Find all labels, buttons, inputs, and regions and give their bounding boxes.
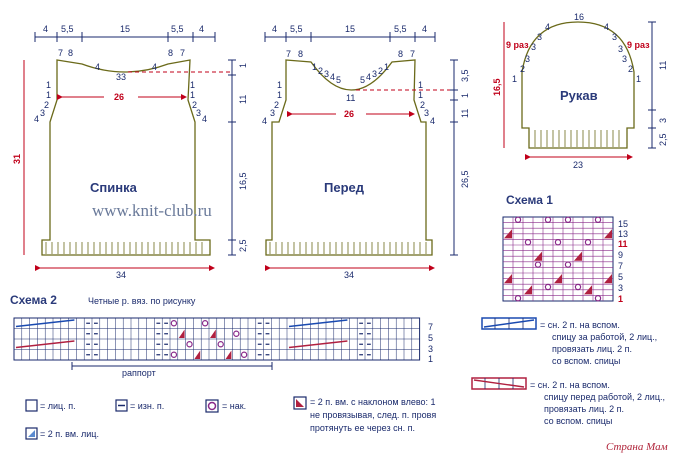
sleeve-left-count-3: 3 [525,54,531,64]
legend-purl: = изн. п. [130,401,165,411]
front-neck-count-1: 1 [312,62,318,72]
scheme1-row-7: 7 [618,261,624,271]
sleeve-right-count-4: 3 [618,44,624,54]
back-right-count-4: 3 [196,108,202,118]
front-right-count-5: 4 [430,116,436,126]
sleeve-ribbing [535,130,619,147]
scheme2-title: Схема 2 [10,293,57,307]
front-width-4: 5,5 [394,24,407,34]
back-piece [12,24,248,280]
scheme1-title: Схема 1 [506,193,553,207]
front-neck-count-9: 2 [378,66,384,76]
back-right-count-7: 7 [180,48,186,58]
front-left-count-4: 3 [270,108,276,118]
front-height-1: 3,5 [460,69,470,82]
legend-cable-right-1: = сн. 2 п. на вспом. [530,380,610,390]
sleeve-right-count-2: 2 [628,64,634,74]
front-width-5: 4 [422,24,428,34]
legend-cable-right-2: спицу перед работой, 2 лиц., [544,392,665,402]
sleeve-left-count-6: 4 [545,22,551,32]
scheme2-rapport: раппорт [122,368,156,378]
legend-ssk-3: протянуть ее через сн. п. [310,423,415,433]
legend-cable-left-2: спицу за работой, 2 лиц., [552,332,658,342]
sleeve-bottom-width: 23 [573,160,584,170]
back-neck-row: 33 [116,72,127,82]
scheme1-row-15: 15 [618,219,629,229]
sleeve-right-count-6: 4 [604,22,610,32]
sleeve-left-count-4: 3 [531,42,537,52]
sleeve-height-3: 2,5 [658,133,668,146]
front-neck-count-8: 3 [372,69,378,79]
back-right-count-6: 8 [168,48,174,58]
front-height-4: 26,5 [460,170,470,188]
back-right-count-5: 4 [202,114,208,124]
front-neck-row: 11 [346,93,356,103]
sleeve-height-1: 11 [658,60,668,70]
front-left-count-6: 7 [286,49,292,59]
scheme1-row-5: 5 [618,272,624,282]
back-height-2: 11 [238,94,248,104]
legend-cable-right-4: со вспом. спицы [544,416,613,426]
back-neck-count-2: 4 [152,62,158,72]
front-right-count-2: 1 [418,90,424,100]
back-right-count-3: 2 [192,100,198,110]
sleeve-title: Рукав [560,88,598,103]
legend-knit-symbol [26,400,37,411]
scheme1-row-1: 1 [618,294,624,304]
front-left-count-1: 1 [277,80,283,90]
back-height-4: 2,5 [238,239,248,252]
front-width-3: 15 [345,24,356,34]
legend-cable-right-3: провязать лиц. 2 п. [544,404,624,414]
front-right-count-7: 7 [410,49,416,59]
scheme2-row-3: 3 [428,344,434,354]
back-left-count-4: 3 [40,108,46,118]
scheme1 [503,193,628,304]
front-width-2: 5,5 [290,24,303,34]
front-neck-count-6: 5 [360,75,366,85]
front-neck-count-10: 1 [384,62,390,72]
legend-cable-left-1: = сн. 2 п. на вспом. [540,320,620,330]
back-width-2: 5,5 [61,24,74,34]
sleeve-right-count-1: 1 [636,74,642,84]
scheme2-row-1: 1 [428,354,434,364]
back-neck-count-1: 4 [95,62,101,72]
front-neck-count-2: 2 [318,66,324,76]
front-width-1: 4 [272,24,278,34]
legend-cable-left-3: провязать лиц. 2 п. [552,344,632,354]
back-left-count-1: 1 [46,80,52,90]
scheme1-frame [503,217,613,301]
front-right-count-4: 3 [424,108,430,118]
front-height-3: 11 [460,108,470,118]
scheme1-row-11: 11 [618,239,628,249]
front-left-count-3: 2 [274,100,280,110]
scheme2-row-7: 7 [428,322,434,332]
scheme2-row-5: 5 [428,333,434,343]
front-right-count-1: 1 [418,80,424,90]
front-height-2: 1 [460,92,470,98]
scheme2 [10,293,433,378]
sleeve-top-count: 16 [574,12,585,22]
back-width-3: 15 [120,24,131,34]
front-left-count-7: 8 [298,49,304,59]
front-neck-count-7: 4 [366,72,372,82]
front-title: Перед [324,180,364,195]
front-right-count-3: 2 [420,100,426,110]
front-inner-width: 26 [344,109,355,119]
sleeve-repeat-left: 9 раз [506,40,529,50]
back-left-count-2: 1 [46,90,52,100]
front-right-count-6: 8 [398,49,404,59]
scheme1-row-9: 9 [618,250,624,260]
scheme1-grid [503,217,613,301]
back-width-4: 5,5 [171,24,184,34]
sleeve-right-count-5: 3 [612,32,618,42]
sleeve-piece [492,12,668,170]
legend-ssk-2: не провязывая, след. п. провя [310,410,437,420]
sleeve-left-count-5: 3 [537,32,543,42]
back-left-count-6: 7 [58,48,64,58]
front-neck-count-4: 4 [330,72,336,82]
legend-ssk-1: = 2 п. вм. с наклоном влево: 1 [310,397,436,407]
front-bottom-width: 34 [344,270,355,280]
sleeve-left-count-1: 1 [512,74,518,84]
back-title: Спинка [90,180,137,195]
back-left-count-7: 8 [68,48,74,58]
back-total-height: 31 [12,153,22,164]
front-neck-count-3: 3 [324,69,330,79]
watermark: www.knit-club.ru [92,201,212,220]
back-left-count-5: 4 [34,114,40,124]
front-neck-count-5: 5 [336,75,342,85]
back-bottom-width: 34 [116,270,127,280]
sleeve-right-count-3: 3 [622,54,628,64]
back-right-count-1: 1 [190,80,196,90]
scheme2-grid [14,318,420,360]
legend-cable-left-4: со вспом. спицы [552,356,621,366]
scheme1-row-3: 3 [618,283,624,293]
back-width-1: 4 [43,24,49,34]
front-ribbing [270,242,426,254]
sleeve-left-height: 16,5 [492,78,502,96]
back-left-count-3: 2 [44,100,50,110]
back-height-3: 16,5 [238,172,248,190]
front-left-count-5: 4 [262,116,268,126]
back-right-count-2: 1 [190,90,196,100]
back-inner-width: 26 [114,92,125,102]
front-piece [262,24,470,280]
watermark-2: Страна Мам [606,441,668,453]
sleeve-height-2: 3 [658,117,668,123]
sleeve-left-count-2: 2 [520,64,526,74]
scheme1-row-13: 13 [618,229,629,239]
front-left-count-2: 1 [277,90,283,100]
back-width-5: 4 [199,24,205,34]
legend-yo: = нак. [222,401,247,411]
sleeve-repeat-right: 9 раз [627,40,650,50]
back-height-1: 1 [238,62,248,68]
legend-k2tog: = 2 п. вм. лиц. [40,429,99,439]
legend-knit: = лиц. п. [40,401,76,411]
back-ribbing [46,242,202,254]
scheme2-note: Четные р. вяз. по рисунку [88,296,196,306]
